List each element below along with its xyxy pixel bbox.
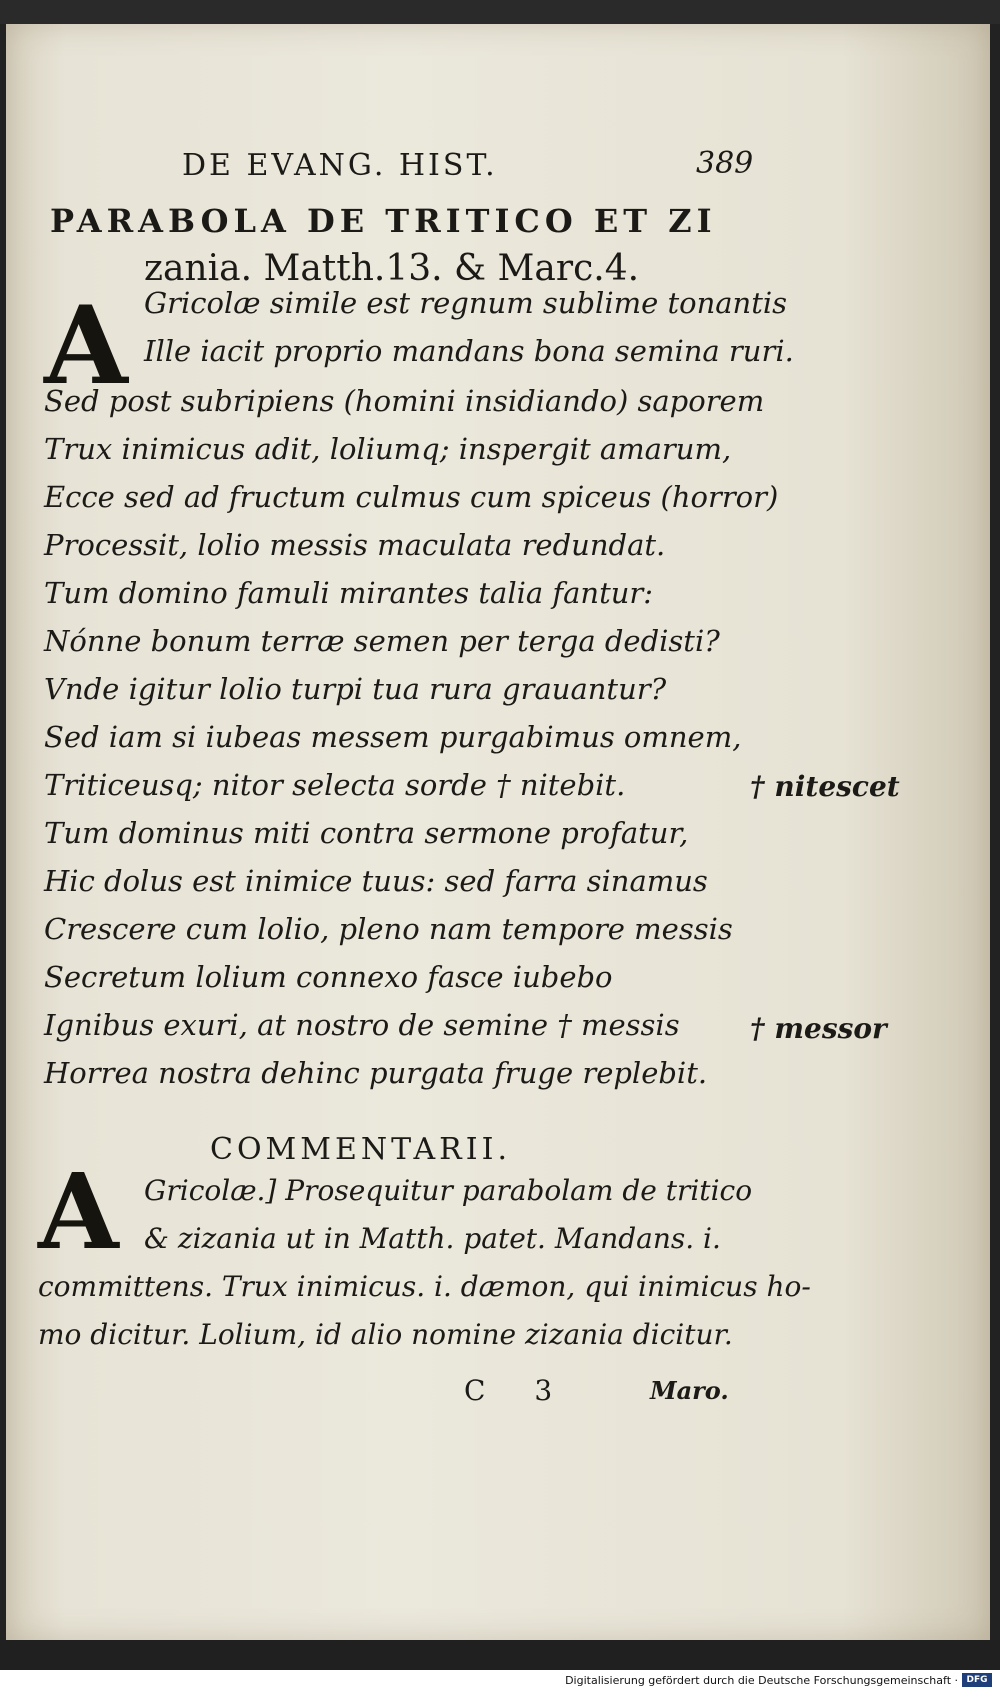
verse-line-2: Ille iacit proprio mandans bona semina ruri. <box>144 334 794 368</box>
verse-line-11: Triticeusq; nitor selecta sorde † nitebit. <box>44 768 626 802</box>
scan-top-edge <box>0 0 1000 24</box>
verse-line-7: Tum domino famuli mirantes talia fantur: <box>44 576 654 610</box>
verse-line-15: Secretum lolium connexo fasce iubebo <box>44 960 613 994</box>
commentarii-heading: COMMENTARII. <box>210 1132 511 1167</box>
running-head: DE EVANG. HIST. <box>182 148 498 183</box>
verse-line-14: Crescere cum lolio, pleno nam tempore messis <box>44 912 733 946</box>
verse-drop-cap: A <box>44 283 128 409</box>
verse-line-4: Trux inimicus adit, loliumq; inspergit amarum, <box>44 432 732 466</box>
verse-line-9: Vnde igitur lolio turpi tua rura grauantur? <box>44 672 667 706</box>
footer-credit: Digitalisierung gefördert durch die Deutsche Forschungsgemeinschaft · <box>565 1674 958 1687</box>
book-page <box>6 24 990 1640</box>
dfg-logo-icon: DFG <box>962 1673 992 1687</box>
scan-bottom-edge <box>0 1640 1000 1670</box>
commentary-line-1: Gricolæ.] Prosequitur parabolam de tritico <box>144 1174 753 1207</box>
verse-line-1: Gricolæ simile est regnum sublime tonantis <box>144 286 788 320</box>
margin-note-nitescet: † nitescet <box>750 770 900 803</box>
verse-line-13: Hic dolus est inimice tuus: sed farra sinamus <box>44 864 708 898</box>
verse-line-16: Ignibus exuri, at nostro de semine † messis <box>44 1008 680 1042</box>
commentary-line-4: mo dicitur. Lolium, id alio nomine zizania dicitur. <box>38 1318 733 1351</box>
verse-line-17: Horrea nostra dehinc purgata fruge replebit. <box>44 1056 708 1090</box>
verse-line-12: Tum dominus miti contra sermone profatur, <box>44 816 689 850</box>
commentary-drop-cap: A <box>38 1150 119 1273</box>
page-number: 389 <box>696 146 754 181</box>
parable-title-line-2: zania. Matth.13. & Marc.4. <box>144 248 640 289</box>
commentary-line-3: committens. Trux inimicus. i. dæmon, qui inimicus ho- <box>38 1270 811 1303</box>
parable-title-line-1: PARABOLA DE TRITICO ET ZI <box>50 202 717 240</box>
margin-note-messor: † messor <box>750 1012 887 1045</box>
verse-line-3: Sed post subripiens (homini insidiando) saporem <box>44 384 765 418</box>
verse-line-5: Ecce sed ad fructum culmus cum spiceus (horror) <box>44 480 779 514</box>
signature-mark: C 3 <box>464 1374 573 1407</box>
commentary-line-2: & zizania ut in Matth. patet. Mandans. i. <box>144 1222 721 1255</box>
catchword: Maro. <box>650 1376 729 1405</box>
verse-line-8: Nónne bonum terræ semen per terga dedisti? <box>44 624 720 658</box>
verse-line-10: Sed iam si iubeas messem purgabimus omnem, <box>44 720 742 754</box>
verse-line-6: Processit, lolio messis maculata redundat. <box>44 528 666 562</box>
